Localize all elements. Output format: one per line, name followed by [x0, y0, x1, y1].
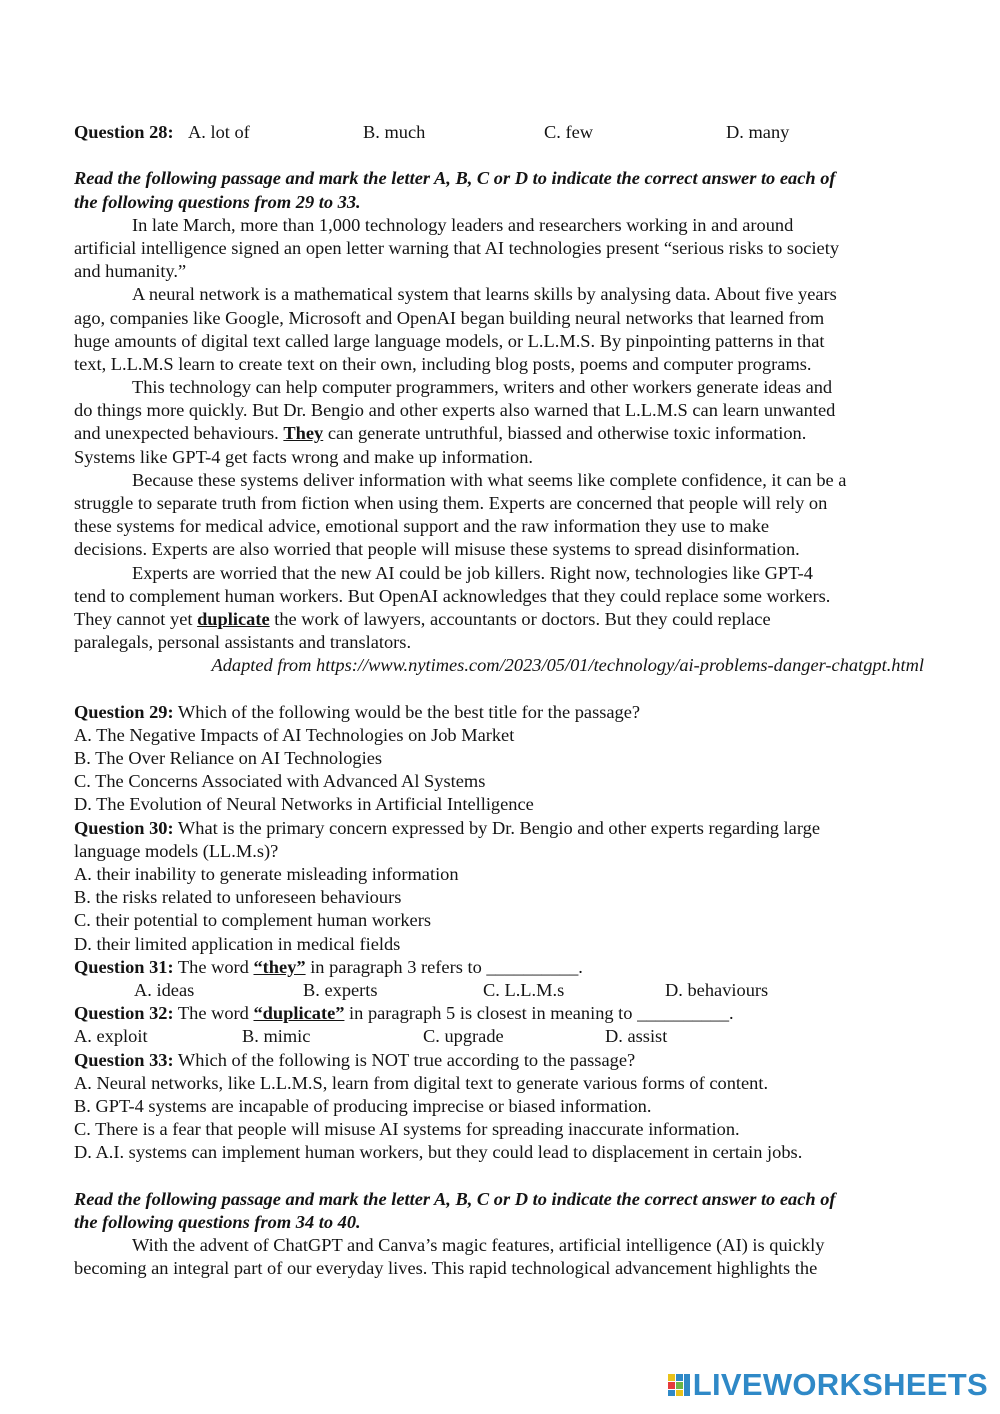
option-b: B. mimic — [242, 1026, 311, 1047]
question-text: in paragraph 5 is closest in meaning to __________. — [344, 1003, 734, 1024]
option-d: D. The Evolution of Neural Networks in Artificial Intelligence — [74, 794, 534, 815]
passage-line — [74, 608, 924, 631]
option-a: A. lot of — [188, 122, 250, 142]
passage-line: paralegals, personal assistants and translators. — [74, 632, 412, 653]
instruction-line: the following questions from 34 to 40. — [74, 1211, 361, 1232]
question-33 — [74, 1049, 924, 1072]
option-b: B. experts — [303, 979, 378, 1000]
option-c: C. upgrade — [423, 1026, 504, 1047]
option-d: D. assist — [605, 1026, 668, 1047]
passage-line — [74, 422, 924, 445]
liveworksheets-logo-icon — [667, 1373, 691, 1397]
option-b: B. the risks related to unforeseen behaviours — [74, 887, 402, 908]
question-31-options — [74, 979, 924, 1002]
option-a: A. The Negative Impacts of AI Technologies on Job Market — [74, 724, 515, 745]
passage-line: A neural network is a mathematical system that learns skills by analysing data. About five years — [132, 284, 837, 305]
passage-line: Because these systems deliver information with what seems like complete confidence, it can be a — [132, 469, 847, 490]
passage-line: tend to complement human workers. But OpenAI acknowledges that they could replace some workers. — [74, 585, 831, 606]
question-text: Which of the following is NOT true according to the passage? — [173, 1049, 636, 1070]
option-d: D. their limited application in medical fields — [74, 933, 401, 954]
option-a: A. ideas — [134, 979, 195, 1000]
quoted-word-they: “they” — [253, 956, 306, 977]
passage-line: text, L.L.M.S learn to create text on their own, including blog posts, poems and computer programs. — [74, 353, 812, 374]
option-a: A. their inability to generate misleading information — [74, 864, 459, 884]
text-span: They cannot yet — [74, 608, 198, 629]
question-label: Question 30: — [74, 817, 174, 838]
passage-line: Experts are worried that the new AI could be job killers. Right now, technologies like GPT-4 — [132, 562, 813, 583]
text-span: the work of lawyers, accountants or doctors. But they could replace — [269, 608, 771, 629]
reading-passage-2 — [74, 1234, 924, 1280]
passage-line: artificial intelligence signed an open letter warning that AI technologies present “serious risks to society — [74, 237, 840, 258]
passage-line: these systems for medical advice, emotional support and the raw information they use to make — [74, 516, 770, 537]
question-label: Question 29: — [74, 701, 174, 722]
question-text: language models (LL.M.s)? — [74, 840, 279, 861]
option-d: D. many — [726, 122, 790, 142]
liveworksheets-logo — [667, 1368, 988, 1402]
question-text: The word — [173, 956, 254, 977]
option-c: C. few — [544, 122, 594, 142]
option-c: C. their potential to complement human workers — [74, 910, 432, 931]
question-text: in paragraph 3 refers to __________. — [305, 956, 583, 977]
question-text: Which of the following would be the best title for the passage? — [173, 701, 641, 722]
question-28 — [74, 121, 924, 144]
passage-line: struggle to separate truth from fiction when using them. Experts are concerned that people will rely on — [74, 493, 828, 513]
text-span: can generate untruthful, biassed and otherwise toxic information. — [323, 423, 807, 444]
instruction-line: Read the following passage and mark the letter A, B, C or D to indicate the correct answer to each of — [74, 1188, 836, 1209]
logo-text: LIVEWORKSHEETS — [692, 1367, 988, 1402]
option-c: C. There is a fear that people will misuse AI systems for spreading inaccurate information. — [74, 1119, 740, 1140]
passage-line: decisions. Experts are also worried that people will misuse these systems to spread disinformation. — [74, 539, 800, 560]
option-d: D. A.I. systems can implement human workers, but they could lead to displacement in certain jobs. — [74, 1142, 803, 1163]
passage-line: This technology can help computer programmers, writers and other workers generate ideas and — [132, 377, 833, 398]
question-label: Question 28: — [74, 122, 174, 142]
worksheet-page — [74, 121, 924, 1280]
question-29 — [74, 701, 924, 724]
option-c: C. The Concerns Associated with Advanced Al Systems — [74, 771, 486, 792]
option-c: C. L.L.M.s — [483, 979, 565, 1000]
passage-line: do things more quickly. But Dr. Bengio and other experts also warned that L.L.M.S can learn unwanted — [74, 400, 836, 421]
option-b: B. The Over Reliance on AI Technologies — [74, 748, 383, 769]
passage-line: huge amounts of digital text called large language models, or L.L.M.S. By pinpointing patterns in that — [74, 330, 825, 351]
reading-passage-1 — [74, 214, 924, 678]
question-32-options — [74, 1025, 924, 1048]
question-label: Question 33: — [74, 1049, 174, 1070]
question-text: The word — [173, 1003, 254, 1024]
passage-line: In late March, more than 1,000 technology leaders and researchers working in and around — [132, 214, 794, 235]
source-citation: Adapted from https://www.nytimes.com/2023/05/01/technology/ai-problems-danger-chatgpt.html — [211, 655, 924, 676]
option-a: A. exploit — [74, 1026, 148, 1047]
text-span: and unexpected behaviours. — [74, 423, 284, 444]
passage-line: and humanity.” — [74, 261, 187, 282]
instruction-line: Read the following passage and mark the letter A, B, C or D to indicate the correct answer to each of — [74, 168, 836, 189]
question-30 — [74, 817, 924, 840]
quoted-word-duplicate: “duplicate” — [253, 1003, 345, 1024]
passage-line: becoming an integral part of our everyday lives. This rapid technological advancement highlights the — [74, 1258, 818, 1279]
question-text: What is the primary concern expressed by Dr. Bengio and other experts regarding large — [173, 817, 820, 838]
question-label: Question 31: — [74, 956, 174, 977]
instruction-line: the following questions from 29 to 33. — [74, 191, 361, 212]
question-label: Question 32: — [74, 1003, 174, 1024]
question-31 — [74, 956, 924, 979]
passage-line: ago, companies like Google, Microsoft and OpenAI began building neural networks that learned from — [74, 307, 825, 328]
highlighted-word-they: They — [283, 423, 324, 444]
passage-line: Systems like GPT-4 get facts wrong and make up information. — [74, 446, 534, 467]
highlighted-word-duplicate: duplicate — [197, 608, 270, 629]
option-b: B. GPT-4 systems are incapable of producing imprecise or biased information. — [74, 1095, 652, 1116]
passage-line: With the advent of ChatGPT and Canva’s magic features, artificial intelligence (AI) is quickly — [132, 1235, 825, 1255]
option-b: B. much — [363, 122, 426, 142]
question-32 — [74, 1002, 924, 1025]
option-d: D. behaviours — [665, 979, 769, 1000]
option-a: A. Neural networks, like L.L.M.S, learn from digital text to generate various forms of content. — [74, 1072, 769, 1093]
